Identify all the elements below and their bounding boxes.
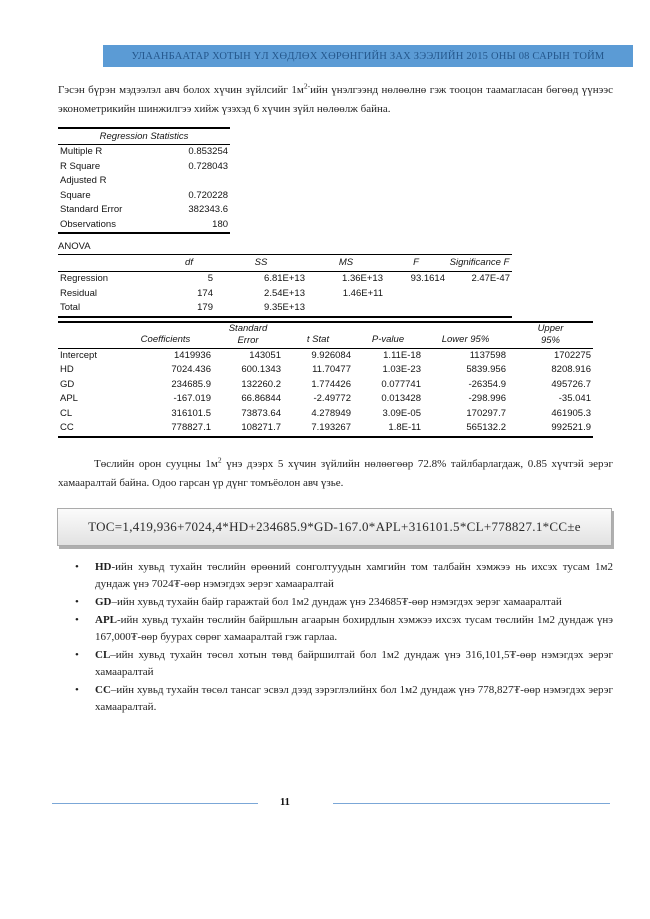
coef-cell: 0.013428 bbox=[381, 393, 421, 404]
coef-cell: 992521.9 bbox=[551, 422, 591, 433]
page-footer bbox=[52, 794, 610, 812]
anova-cell: 2.47E-47 bbox=[471, 273, 510, 284]
formula-box bbox=[57, 508, 612, 546]
anova-cell: 93.1614 bbox=[410, 273, 445, 284]
coef-cell: 7024.436 bbox=[171, 364, 211, 375]
anova-header-cell: MS bbox=[307, 255, 385, 272]
anova-cell: Total bbox=[60, 302, 81, 313]
anova-cell: 6.81E+13 bbox=[264, 273, 305, 284]
regression-stats-table bbox=[58, 127, 230, 234]
coef-row bbox=[58, 407, 593, 422]
anova-cell bbox=[447, 287, 512, 302]
stat-label: Multiple R bbox=[60, 146, 103, 157]
bullet-item bbox=[58, 594, 613, 611]
coef-cell: APL bbox=[60, 393, 78, 404]
coef-cell: 1.8E-11 bbox=[388, 422, 421, 433]
stat-row bbox=[58, 174, 230, 203]
coef-cell: 9.926084 bbox=[311, 349, 351, 361]
stat-label: Standard Error bbox=[60, 204, 123, 215]
regression-stats-title-row bbox=[58, 128, 230, 145]
superscript-2: 2 bbox=[217, 454, 222, 464]
coef-header-cell: t Stat bbox=[283, 322, 353, 349]
coef-cell: 1.774426 bbox=[311, 378, 351, 390]
coef-row bbox=[58, 392, 593, 407]
coef-cell: 1.03E-23 bbox=[382, 364, 421, 375]
bullet-text: –ийн хувьд тухайн төсөл хотын төвд байршилтай бол 1м2 дундаж үнэ 316,101,5₮-өөр нэмэгдэх эерэг хамааралтай bbox=[95, 648, 613, 678]
formula-text: TOC=1,419,936+7024,4*HD+234685.9*GD-167.0*APL+316101.5*CL+778827.1*CC±e bbox=[88, 518, 581, 534]
anova-label: ANOVA bbox=[58, 241, 91, 252]
coef-header-cell bbox=[58, 322, 118, 349]
coef-cell: 143051 bbox=[249, 349, 281, 361]
stat-row bbox=[58, 203, 230, 218]
intro-text-end: ийн үнэлгээнд нөлөөлнө гэж тооцон таамагласан бөгөөд үүнээс эконометрикийн шинжилгээ хийж үзэхэд 6 хүчин зүйл нөлөөлж байна. bbox=[58, 84, 614, 115]
coef-cell: -298.996 bbox=[468, 393, 506, 404]
coef-cell: 1.11E-18 bbox=[383, 349, 421, 361]
stat-row bbox=[58, 145, 230, 160]
footer-rule-left bbox=[52, 803, 258, 804]
anova-header-cell: F bbox=[385, 255, 447, 272]
coef-cell: -26354.9 bbox=[468, 378, 506, 390]
stat-label: R Square bbox=[60, 160, 101, 172]
coef-cell: 11.70477 bbox=[312, 364, 351, 375]
coef-row bbox=[58, 363, 593, 378]
bullet-term: CC bbox=[95, 683, 111, 696]
coef-cell: 4.278949 bbox=[311, 407, 351, 419]
bullet-item bbox=[58, 647, 613, 681]
footer-rule-right bbox=[333, 803, 610, 804]
coef-cell: 66.86844 bbox=[241, 393, 281, 404]
stat-row bbox=[58, 160, 230, 175]
intro-text-start: Гэсэн бүрэн мэдээлэл авч болох хүчин зүйлсийг 1м bbox=[58, 84, 304, 96]
bullet-term: APL bbox=[95, 613, 117, 626]
anova-cell: 5 bbox=[207, 273, 213, 284]
coef-cell: 1419936 bbox=[174, 349, 211, 361]
bullet-icon: • bbox=[75, 613, 79, 626]
anova-row bbox=[58, 272, 512, 287]
coef-cell: 7.193267 bbox=[311, 422, 351, 433]
coef-header-line1: Standard bbox=[228, 322, 268, 334]
bullet-text: –ийн хувьд тухайн байр гаражтай бол 1м2 дундаж үнэ 234685₮-өөр нэмэгдэх эерэг хамааралтай bbox=[111, 595, 562, 608]
anova-cell: 179 bbox=[197, 302, 213, 313]
summary-paragraph bbox=[58, 455, 613, 493]
anova-cell: 9.35E+13 bbox=[264, 302, 305, 313]
regression-stats-title: Regression Statistics bbox=[58, 128, 230, 145]
coef-cell: 600.1343 bbox=[241, 364, 281, 375]
stat-value: 382343.6 bbox=[188, 204, 229, 215]
stat-label: Adjusted R Square bbox=[60, 175, 107, 201]
stat-value: 0.853254 bbox=[188, 146, 229, 157]
coef-cell: 1702275 bbox=[554, 349, 591, 361]
stat-value: 0.728043 bbox=[188, 160, 229, 172]
coef-cell: 234685.9 bbox=[171, 378, 211, 390]
anova-header-cell: Significance F bbox=[447, 255, 512, 272]
anova-cell: 1.36E+13 bbox=[342, 273, 383, 284]
bullet-item bbox=[58, 682, 613, 716]
coef-header-line1: Upper bbox=[537, 322, 564, 334]
intro-paragraph bbox=[58, 81, 613, 119]
coef-cell: 132260.2 bbox=[241, 378, 281, 390]
coef-row bbox=[58, 378, 593, 393]
anova-cell: 1.46E+11 bbox=[342, 287, 383, 299]
anova-header-cell: SS bbox=[215, 255, 307, 272]
bullet-text: –ийн хувьд тухайн төсөл тансаг эсвэл дээд зэрэглэлийнх бол 1м2 дундаж үнэ 778,827₮-өөр нэмэгдэх эерэг хамааралтай. bbox=[95, 683, 613, 713]
coefficients-header-row bbox=[58, 322, 593, 349]
coef-cell: -2.49772 bbox=[313, 393, 351, 404]
bullet-item bbox=[58, 559, 613, 593]
coef-cell: 73873.64 bbox=[241, 407, 281, 419]
anova-header-row bbox=[58, 255, 512, 272]
bullet-item bbox=[58, 612, 613, 646]
coef-cell: 170297.7 bbox=[466, 407, 506, 419]
coef-cell: 3.09E-05 bbox=[382, 407, 421, 419]
coef-cell: 1137598 bbox=[469, 349, 506, 361]
coef-cell: 0.077741 bbox=[381, 378, 421, 390]
summary-text-start: Төслийн орон сууцны 1м bbox=[94, 457, 218, 470]
header-bar bbox=[103, 45, 633, 67]
anova-header-cell bbox=[58, 255, 163, 272]
anova-table bbox=[58, 254, 512, 318]
stat-row bbox=[58, 218, 230, 234]
coef-row bbox=[58, 348, 593, 363]
coef-cell: CL bbox=[60, 407, 73, 419]
bullet-list bbox=[58, 559, 613, 716]
stat-label: Observations bbox=[60, 218, 116, 230]
bullet-icon: • bbox=[75, 648, 79, 661]
anova-cell bbox=[385, 301, 447, 317]
bullet-text: -ийн хувьд тухайн төслийн байршлын агаарын бохирдлын хэмжээ ихсэх тусам төслийн 1м2 дундаж үнэ 167,000₮-өөр буурах сөрөг хамааралтай гэж гарлаа. bbox=[95, 613, 613, 643]
coef-header-cell: Lower 95% bbox=[423, 322, 508, 349]
coef-header-line2: Error bbox=[237, 335, 259, 346]
bullet-icon: • bbox=[75, 595, 79, 608]
coef-cell: 565132.2 bbox=[466, 422, 506, 433]
anova-cell: 174 bbox=[197, 287, 213, 299]
anova-row bbox=[58, 287, 512, 302]
coef-cell: -167.019 bbox=[173, 393, 211, 404]
coef-cell: HD bbox=[60, 364, 74, 375]
stat-value: 180 bbox=[212, 218, 229, 230]
header-title: УЛААНБААТАР ХОТЫН ҮЛ ХӨДЛӨХ ХӨРӨНГИЙН ЗАХ ЗЭЭЛИЙН 2015 ОНЫ 08 САРЫН ТОЙМ bbox=[131, 50, 605, 62]
stat-value: 0.720228 bbox=[188, 189, 229, 201]
anova-cell bbox=[307, 301, 385, 317]
anova-row bbox=[58, 301, 512, 317]
bullet-icon: • bbox=[75, 683, 79, 696]
coef-cell: 495726.7 bbox=[551, 378, 591, 390]
anova-cell: Residual bbox=[60, 287, 97, 299]
coef-header-line2: 95% bbox=[540, 335, 560, 346]
anova-cell bbox=[385, 287, 447, 302]
coef-cell: 316101.5 bbox=[171, 407, 211, 419]
coef-cell: Intercept bbox=[60, 349, 97, 361]
superscript-2: 2- bbox=[303, 81, 311, 91]
coef-cell: 778827.1 bbox=[171, 422, 211, 433]
coef-cell: -35.041 bbox=[558, 393, 591, 404]
coef-cell: 461905.3 bbox=[551, 407, 591, 419]
coef-cell: 5839.956 bbox=[466, 364, 506, 375]
bullet-term: GD bbox=[95, 595, 112, 608]
coef-header-cell bbox=[508, 322, 593, 349]
anova-cell: Regression bbox=[60, 273, 109, 284]
page-number: 11 bbox=[280, 797, 290, 808]
coef-header-cell: P-value bbox=[353, 322, 423, 349]
bullet-text: -ийн хувьд тухайн төслийн өрөөний сонголтуудын хамгийн том талбайн хэмжээ нь ихсэх тусам 1м2 дундаж үнэ 7024₮-өөр нэмэгдэх эерэг хамааралтай bbox=[95, 560, 613, 590]
coefficients-table bbox=[58, 321, 593, 438]
anova-cell bbox=[447, 301, 512, 317]
coef-header-cell bbox=[213, 322, 283, 349]
summary-text-end: үнэ дээрх 5 хүчин зүйлийн нөлөөгөөр 72.8% тайлбарлагдаж, 0.85 хүчтэй эерэг хамааралтай байна. Одоо гарсан үр дүнг томъёолон авч үзье. bbox=[58, 457, 613, 489]
coef-cell: CC bbox=[60, 422, 74, 433]
anova-header-cell: df bbox=[163, 255, 215, 272]
coef-cell: 108271.7 bbox=[241, 422, 281, 433]
coef-row bbox=[58, 421, 593, 437]
bullet-icon: • bbox=[75, 560, 79, 573]
bullet-term: HD bbox=[95, 560, 112, 573]
coef-cell: 8208.916 bbox=[551, 364, 591, 375]
bullet-term: CL bbox=[95, 648, 111, 661]
anova-cell: 2.54E+13 bbox=[264, 287, 305, 299]
coef-cell: GD bbox=[60, 378, 75, 390]
coef-header-cell: Coefficients bbox=[118, 322, 213, 349]
